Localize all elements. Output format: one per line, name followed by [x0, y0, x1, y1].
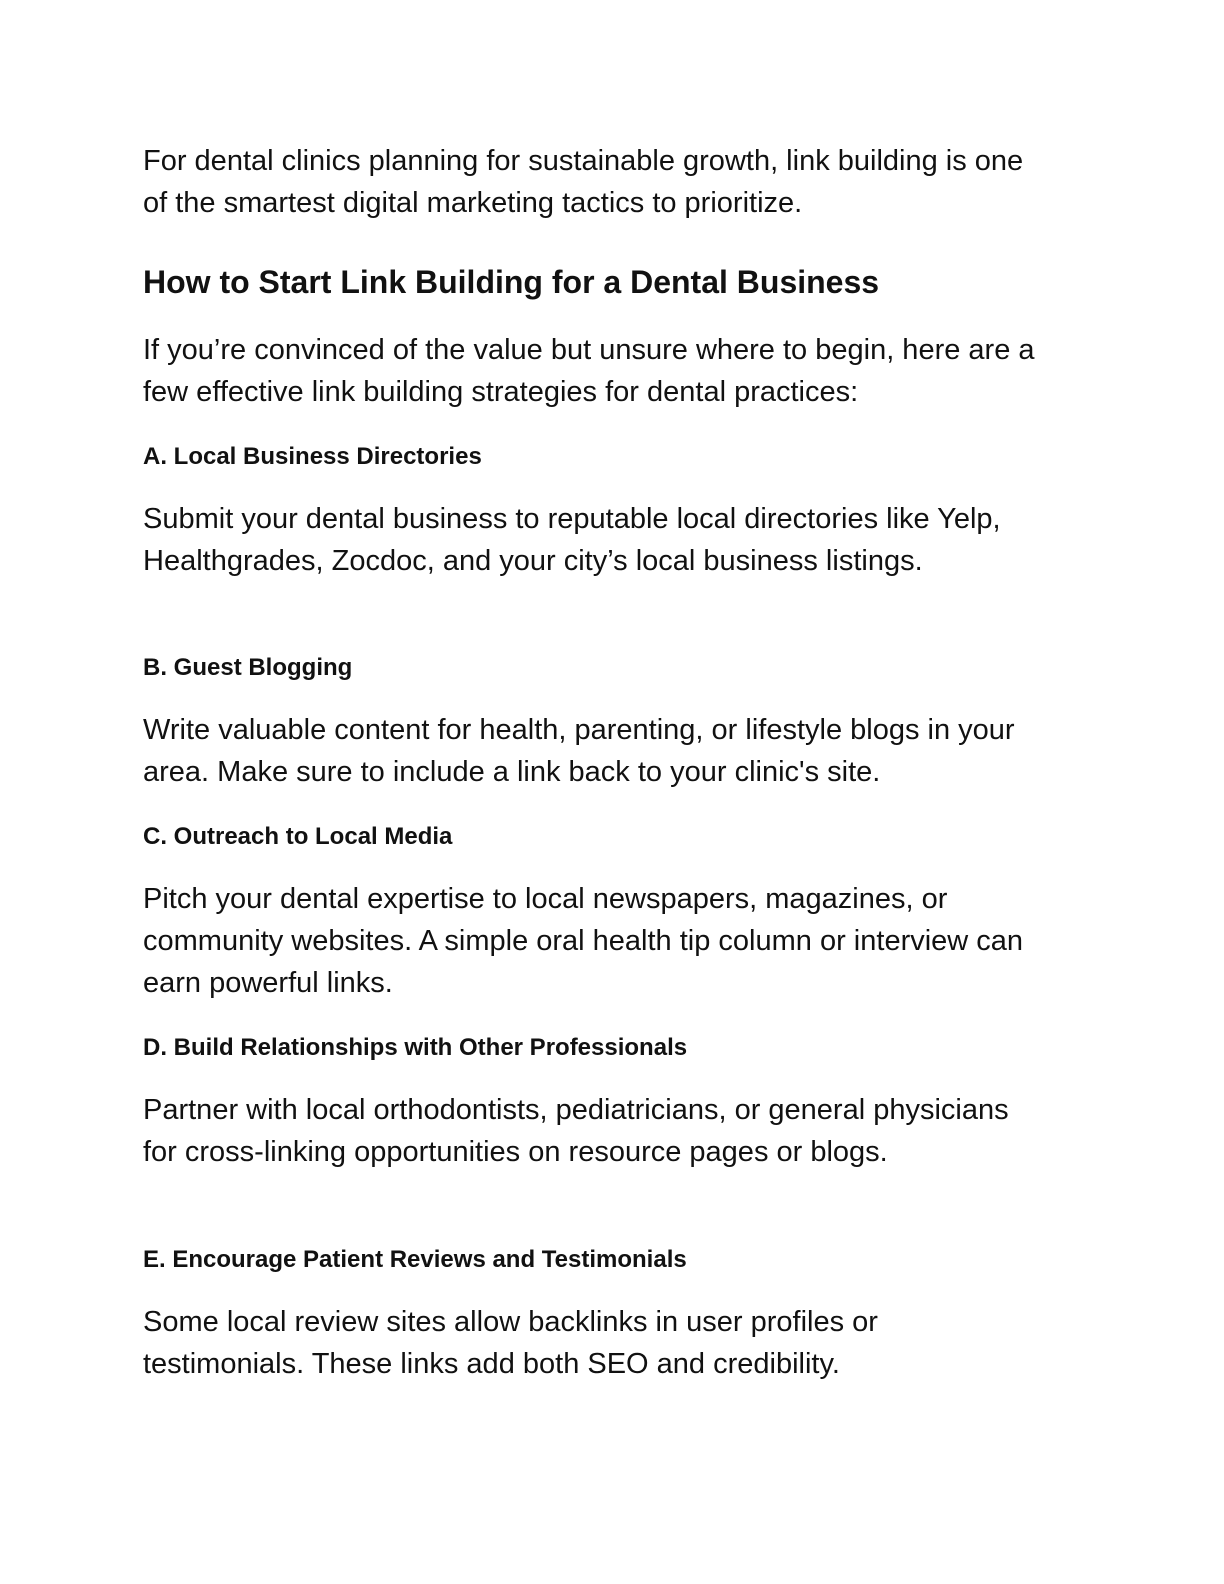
subheading-patient-reviews: E. Encourage Patient Reviews and Testimonials: [143, 1246, 687, 1273]
paragraph-patient-reviews: Some local review sites allow backlinks in user profiles or testimonials. These links add both SEO and credibility.: [143, 1306, 878, 1380]
paragraph-guest-blogging: Write valuable content for health, parenting, or lifestyle blogs in your area. Make sure to include a link back to your clinic's site.: [143, 714, 1015, 788]
subheading-guest-blogging: B. Guest Blogging: [143, 654, 353, 681]
paragraph-local-directories: Submit your dental business to reputable local directories like Yelp, Healthgrades, Zocdoc, and your city’s local business listings.: [143, 503, 1001, 577]
lead-paragraph: If you’re convinced of the value but unsure where to begin, here are a few effective link building strategies for dental practices:: [143, 334, 1035, 408]
paragraph-local-media: Pitch your dental expertise to local newspapers, magazines, or community websites. A simple oral health tip column or interview can earn powerful links.: [143, 883, 1024, 999]
subheading-local-directories: A. Local Business Directories: [143, 443, 482, 470]
section-heading: How to Start Link Building for a Dental Business: [143, 264, 880, 300]
subheading-local-media: C. Outreach to Local Media: [143, 823, 453, 850]
subheading-professional-relationships: D. Build Relationships with Other Professionals: [143, 1034, 688, 1061]
intro-paragraph: For dental clinics planning for sustainable growth, link building is one of the smartest digital marketing tactics to prioritize.: [143, 145, 1024, 219]
paragraph-professional-relationships: Partner with local orthodontists, pediatricians, or general physicians for cross-linking opportunities on resource pages or blogs.: [143, 1094, 1009, 1168]
